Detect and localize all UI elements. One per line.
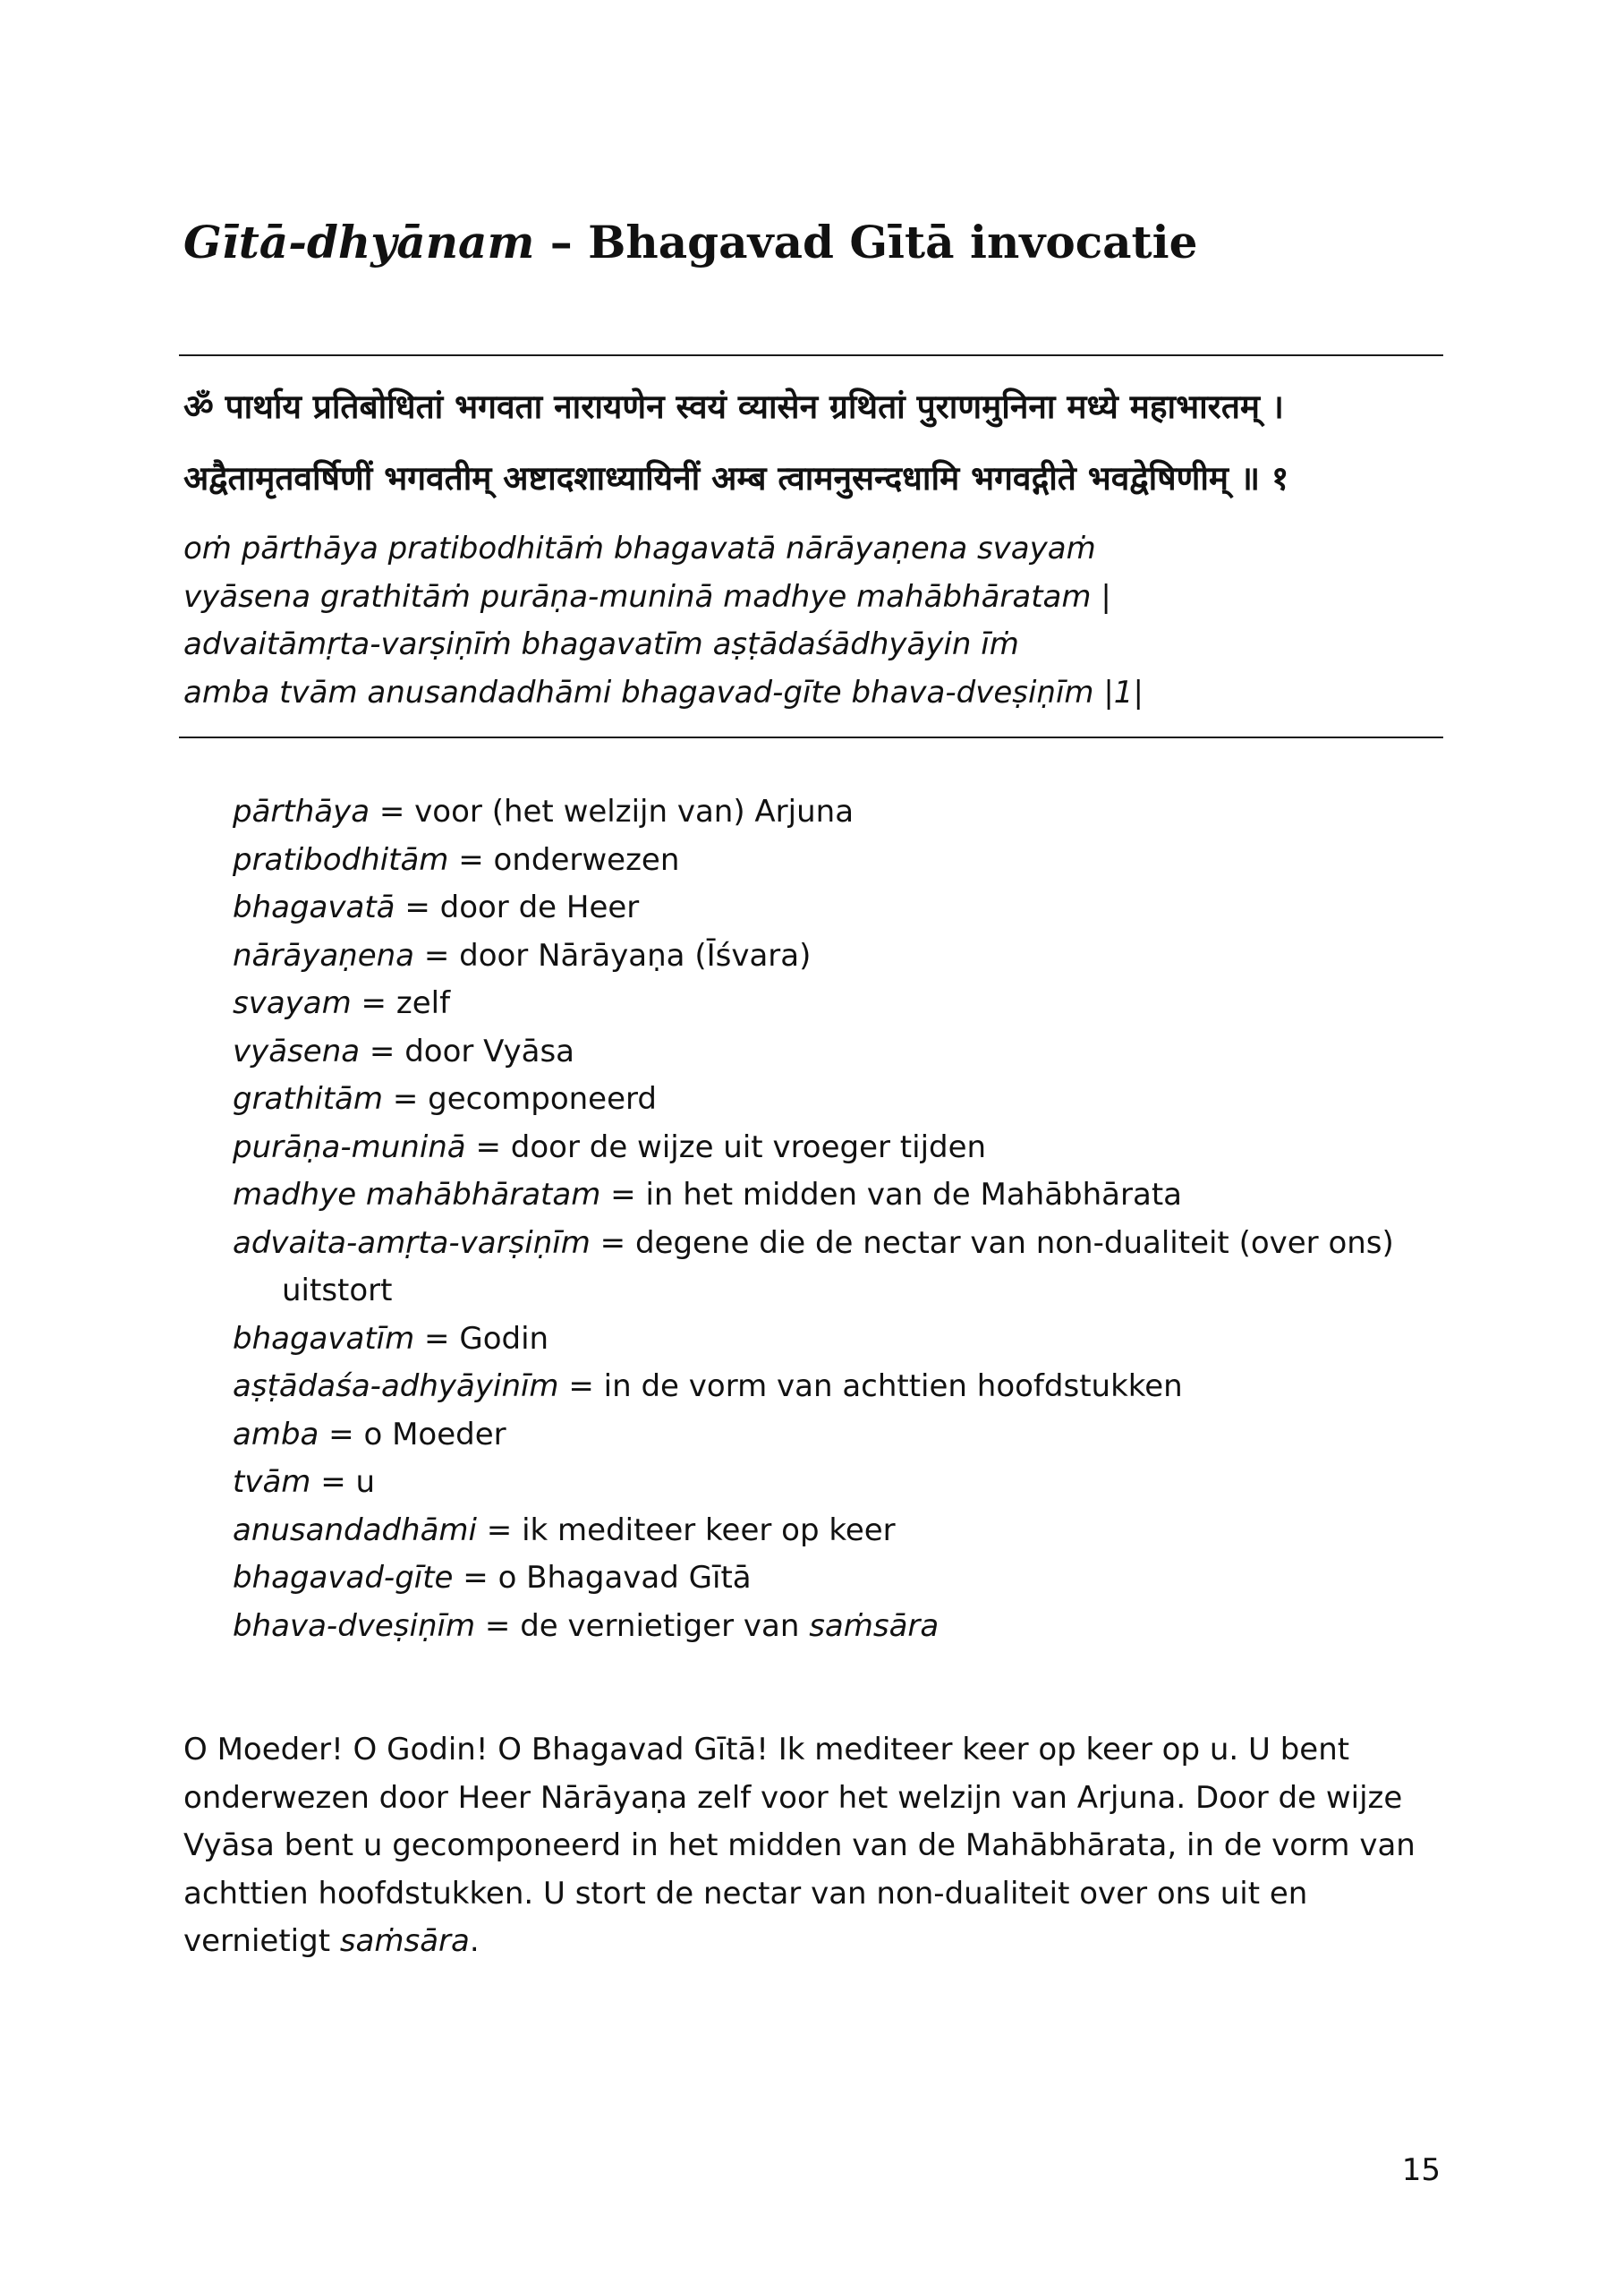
glossary-term: bhagavad-gīte: [233, 1560, 454, 1596]
glossary-item: [233, 1171, 1450, 1220]
glossary-item: [233, 788, 1450, 837]
glossary-meaning: = ik mediteer keer op keer: [476, 1512, 896, 1548]
page-number: 15: [1401, 2152, 1441, 2188]
glossary-meaning: = door Vyāsa: [360, 1033, 575, 1069]
title-rest: – Bhagavad Gītā invocatie: [534, 216, 1198, 268]
glossary-term: anusandadhāmi: [233, 1512, 477, 1548]
glossary-item: [233, 884, 1450, 933]
page-title: [183, 211, 1197, 274]
glossary-item: [233, 1554, 1450, 1603]
glossary-term: vyāsena: [233, 1033, 361, 1069]
transliteration-line-2: vyāsena grathitāṁ purāṇa-muninā madhye mahābhāratam |: [183, 578, 1111, 615]
glossary-item: [233, 1028, 1450, 1077]
glossary-term: pārthāya: [233, 794, 370, 830]
sanskrit-verse: [183, 371, 1454, 515]
glossary-item: [233, 837, 1450, 885]
paragraph-italic: saṁsāra: [339, 1923, 470, 1959]
glossary-term: bhagavatā: [233, 890, 395, 925]
word-glossary: [233, 788, 1450, 1650]
glossary-item: [233, 1316, 1450, 1364]
glossary-term: amba: [233, 1416, 319, 1452]
glossary-meaning: = degene die de nectar van non-dualiteit (over ons) uitstort: [282, 1224, 1394, 1308]
glossary-term: nārāyaṇena: [233, 937, 415, 974]
glossary-term: svayam: [233, 985, 352, 1021]
glossary-item: [233, 1507, 1450, 1555]
glossary-item: [233, 1363, 1450, 1411]
glossary-term: bhagavatīm: [233, 1320, 415, 1357]
glossary-item: [233, 1076, 1450, 1124]
top-rule: [179, 354, 1443, 356]
glossary-term: advaita-amṛta-varṣiṇīm: [233, 1224, 591, 1261]
paragraph-text: O Moeder! O Godin! O Bhagavad Gītā! Ik mediteer keer op keer op u. U bent onderwezen door Heer Nārāyaṇa zelf voor het welzijn van Arjuna. Door de wijze Vyāsa bent u gecomponeerd in het midden van de Mahābhārata, in de vorm van achttien hoofdstukken. U stort de nectar van non-dualiteit over ons uit en vernietigt: [183, 1732, 1416, 1959]
glossary-meaning: = in het midden van de Mahābhārata: [600, 1177, 1182, 1213]
glossary-item: [233, 933, 1450, 981]
glossary-meaning: = gecomponeerd: [383, 1081, 657, 1117]
glossary-item: [233, 1124, 1450, 1172]
glossary-meaning: = door de Heer: [395, 890, 640, 925]
glossary-meaning: = o Moeder: [319, 1416, 506, 1452]
glossary-item: [233, 1459, 1450, 1507]
glossary-meaning: = u: [310, 1464, 376, 1500]
transliteration-line-4: amba tvām anusandadhāmi bhagavad-gīte bhava-dveṣiṇīm |1|: [183, 674, 1144, 711]
glossary-meaning: = Godin: [414, 1320, 549, 1357]
glossary-term: grathitām: [233, 1081, 384, 1117]
glossary-item: [233, 980, 1450, 1028]
glossary-meaning: = onderwezen: [448, 841, 680, 878]
translation-paragraph: [183, 1726, 1436, 1966]
bottom-rule: [179, 737, 1443, 738]
glossary-meaning: = door de wijze uit vroeger tijden: [465, 1128, 987, 1165]
glossary-term: tvām: [233, 1464, 311, 1500]
glossary-meaning-italic: saṁsāra: [809, 1607, 940, 1644]
glossary-item: [233, 1603, 1450, 1651]
glossary-meaning: = in de vorm van achttien hoofdstukken: [558, 1368, 1183, 1404]
sanskrit-line-1: ॐ पार्थाय प्रतिबोधितां भगवता नारायणेन स्वयं व्यासेन ग्रथितां पुराणमुनिना मध्ये महाभारतम् ।: [183, 388, 1284, 426]
glossary-term: purāṇa-muninā: [233, 1128, 466, 1165]
glossary-term: pratibodhitām: [233, 841, 449, 878]
glossary-term: aṣṭādaśa-adhyāyinīm: [233, 1368, 559, 1404]
glossary-item: [233, 1220, 1450, 1316]
transliteration-line-3: advaitāmṛta-varṣiṇīṁ bhagavatīm aṣṭādaśādhyāyin īṁ: [183, 626, 1019, 662]
glossary-item: [233, 1411, 1450, 1460]
title-italic: Gītā-dhyānam: [183, 216, 535, 268]
transliteration-line-1: oṁ pārthāya pratibodhitāṁ bhagavatā nārāyaṇena svayaṁ: [183, 531, 1096, 566]
glossary-term: madhye mahābhāratam: [233, 1177, 601, 1213]
glossary-meaning: = voor (het welzijn van) Arjuna: [370, 794, 855, 830]
glossary-meaning: = de vernietiger van: [475, 1607, 810, 1644]
glossary-meaning: = zelf: [351, 985, 451, 1021]
glossary-meaning: = o Bhagavad Gītā: [453, 1560, 752, 1596]
transliteration: [183, 525, 1144, 717]
sanskrit-line-2: अद्वैतामृतवर्षिणीं भगवतीम् अष्टादशाध्यायिनीं अम्ब त्वामनुसन्दधामि भगवद्गीते भवद्वेषिणीम् ॥ १: [183, 459, 1289, 498]
glossary-term: bhava-dveṣiṇīm: [233, 1607, 476, 1644]
glossary-meaning: = door Nārāyaṇa (Īśvara): [414, 937, 812, 974]
paragraph-end: .: [469, 1923, 480, 1959]
